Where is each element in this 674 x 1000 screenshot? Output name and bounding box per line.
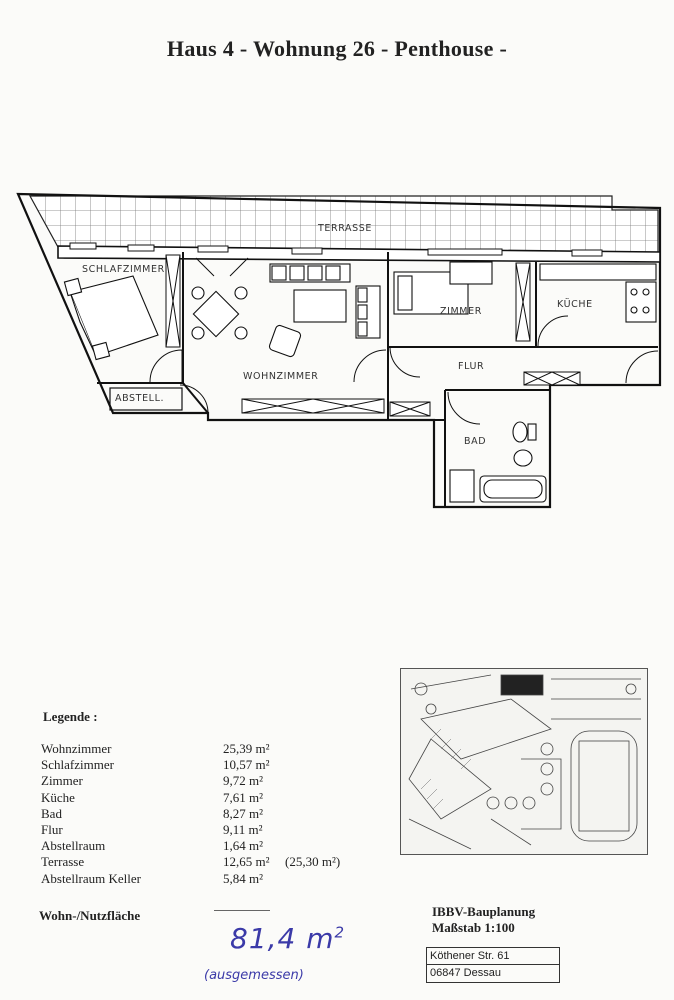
legend-row	[38, 871, 368, 887]
label-zimmer: ZIMMER	[440, 306, 482, 317]
label-bad: BAD	[464, 436, 487, 447]
address-stamp	[426, 947, 560, 983]
handwritten-total-value: 81,4 m	[230, 922, 335, 955]
handwritten-total-unit: 2	[334, 923, 346, 942]
handwritten-note: (ausgemessen)	[204, 968, 304, 983]
legend-row	[38, 757, 368, 773]
legend-room-name: Abstellraum	[41, 838, 106, 854]
legend-room-name: Zimmer	[41, 773, 83, 789]
legend-room-area: 25,39 m²	[223, 741, 270, 756]
legend-row	[38, 822, 368, 838]
label-kueche: KÜCHE	[557, 299, 593, 310]
legend-room-area: 9,72 m²	[223, 773, 264, 789]
legend-room-name: Flur	[41, 821, 63, 837]
legend-room-area: 8,27 m²	[223, 805, 264, 821]
legend-room-area: 10,57 m²	[223, 757, 270, 773]
legend-room-area: 1,64 m²	[223, 838, 264, 854]
label-wohnzimmer: WOHNZIMMER	[243, 371, 319, 382]
legend-room-name: Küche	[41, 789, 75, 805]
label-terrasse: TERRASSE	[318, 223, 372, 234]
total-area-label: Wohn-/Nutzfläche	[39, 908, 141, 923]
legend-room-name: Terrasse	[41, 854, 85, 870]
legend-room-area: 12,65 m²	[223, 854, 270, 870]
legend-row	[38, 773, 368, 789]
legend-row	[38, 838, 368, 854]
legend-title: Legende :	[43, 709, 98, 724]
legend-row	[38, 806, 368, 822]
legend-row	[38, 790, 368, 806]
address-city: 06847 Dessau	[430, 967, 501, 979]
legend-room-name: Abstellraum Keller	[41, 870, 141, 886]
legend-room-area: 5,84 m²	[223, 870, 264, 886]
handwritten-total	[230, 922, 345, 955]
legend-room-area: 9,11 m²	[223, 821, 263, 837]
legend-room-name: Bad	[41, 805, 62, 821]
total-underline	[214, 910, 270, 911]
legend-row	[38, 854, 368, 870]
site-plan-drawing	[401, 669, 647, 854]
label-flur: FLUR	[458, 361, 485, 372]
firm-name: IBBV-Bauplanung	[432, 904, 536, 919]
legend-room-name: Wohnzimmer	[41, 741, 112, 756]
site-plan-map	[400, 668, 648, 855]
legend-row	[38, 741, 368, 757]
legend-room-name: Schlafzimmer	[41, 757, 114, 773]
page-title: Haus 4 - Wohnung 26 - Penthouse -	[166, 36, 508, 61]
legend-list	[38, 741, 368, 887]
address-street: Köthener Str. 61	[427, 948, 559, 965]
legend-room-area-full: (25,30 m²)	[285, 854, 341, 870]
label-schlafzimmer: SCHLAFZIMMER	[82, 264, 165, 275]
scale-label: Maßstab 1:100	[432, 920, 515, 935]
legend-room-area: 7,61 m²	[223, 789, 264, 805]
floor-plan	[0, 180, 674, 520]
label-abstell: ABSTELL.	[115, 393, 165, 404]
